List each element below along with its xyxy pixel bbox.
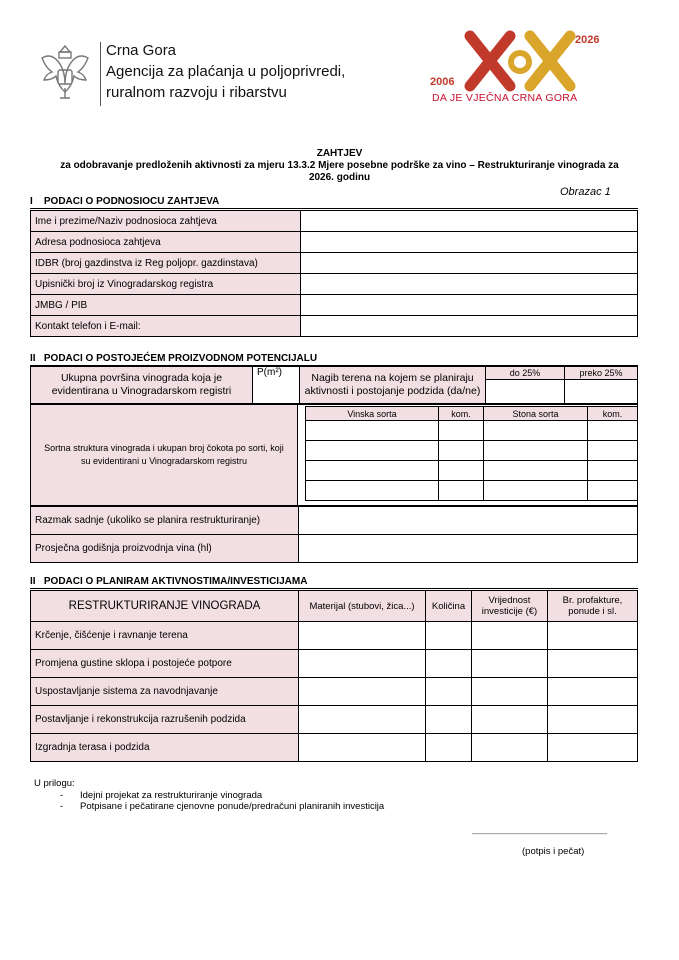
production-label: Prosječna godišnja proizvodnja vina (hl): [31, 535, 299, 563]
investment-cell[interactable]: [548, 622, 638, 650]
col-quantity: Količina: [426, 591, 472, 622]
spacing-production-table: [30, 506, 638, 563]
investment-cell[interactable]: [299, 650, 426, 678]
investment-cell[interactable]: [426, 650, 472, 678]
activity-label: Postavljanje i rekonstrukcija razrušenih podzida: [31, 706, 299, 734]
area-unit-text: P(m²): [257, 367, 282, 378]
applicant-address-field[interactable]: [301, 232, 638, 253]
idbr-field[interactable]: [301, 253, 638, 274]
variety-cell[interactable]: [439, 441, 484, 461]
variety-cell[interactable]: [484, 421, 588, 441]
section-3-heading: II PODACI O PLANIRAM AKTIVNOSTIMA/INVESTICIJAMA: [30, 576, 308, 587]
investment-cell[interactable]: [299, 706, 426, 734]
variety-cell[interactable]: [306, 441, 439, 461]
investment-cell[interactable]: [426, 734, 472, 762]
section-1-rule: [30, 208, 638, 209]
production-field[interactable]: [299, 535, 638, 563]
variety-structure-label-cell: [30, 404, 298, 506]
investment-table: [30, 590, 638, 762]
investment-cell[interactable]: [299, 622, 426, 650]
form-title: ZAHTJEV: [316, 148, 363, 159]
header-divider: [100, 42, 101, 106]
section-1-heading: I PODACI O PODNOSIOCU ZAHTJEVA: [30, 196, 220, 207]
variety-table: [305, 406, 638, 501]
variety-cell[interactable]: [306, 461, 439, 481]
signature-line[interactable]: ___________________________: [472, 824, 608, 834]
jmbg-pib-field[interactable]: [301, 295, 638, 316]
investment-cell[interactable]: [472, 678, 548, 706]
investment-cell[interactable]: [299, 734, 426, 762]
activity-label: Uspostavljanje sistema za navodnjavanje: [31, 678, 299, 706]
year-left: 2006: [430, 76, 455, 88]
coat-of-arms-icon: [34, 40, 96, 106]
slope-opt-1-field[interactable]: [486, 380, 565, 404]
spacing-label: Razmak sadnje (ukoliko se planira restrukturiranje): [31, 507, 299, 535]
org-line-3: ruralnom razvoju i ribarstvu: [106, 84, 287, 101]
slope-opt-2: preko 25%: [565, 367, 638, 380]
motto: DA JE VJEČNA CRNA GORA: [432, 92, 578, 104]
variety-cell[interactable]: [306, 421, 439, 441]
col-table-variety: Stona sorta: [484, 407, 588, 421]
investment-cell[interactable]: [426, 706, 472, 734]
variety-cell[interactable]: [588, 441, 638, 461]
variety-cell[interactable]: [484, 481, 588, 501]
investment-cell[interactable]: [472, 650, 548, 678]
col-table-kom: kom.: [588, 407, 638, 421]
jmbg-pib-label: JMBG / PIB: [31, 295, 301, 316]
applicant-address-label: Adresa podnosioca zahtjeva: [31, 232, 301, 253]
applicant-table: [30, 210, 638, 337]
investment-cell[interactable]: [548, 734, 638, 762]
slope-opt-2-field[interactable]: [565, 380, 638, 404]
col-material: Materijal (stubovi, žica...): [299, 591, 426, 622]
attachment-dash-1: -: [60, 790, 64, 801]
org-line-2: Agencija za plaćanja u poljoprivredi,: [106, 63, 346, 80]
slope-opt-1: do 25%: [486, 367, 565, 380]
activity-label: Izgradnja terasa i podzida: [31, 734, 299, 762]
investment-cell[interactable]: [426, 678, 472, 706]
variety-structure-label: Sortna struktura vinograda i ukupan broj čokota po sorti, koji su evidentirani u Vinogradarskom registru: [44, 443, 284, 466]
organization-name: [106, 40, 345, 103]
variety-cell[interactable]: [439, 481, 484, 501]
variety-cell[interactable]: [588, 461, 638, 481]
section-3-rule: [30, 588, 638, 589]
spacing-field[interactable]: [299, 507, 638, 535]
contact-field[interactable]: [301, 316, 638, 337]
contact-label: Kontakt telefon i E-mail:: [31, 316, 301, 337]
attachment-item-2: Potpisane i pečatirane cjenovne ponude/predračuni planiranih investicija: [80, 801, 385, 812]
investment-cell[interactable]: [472, 706, 548, 734]
col-value: Vrijednost investicije (€): [472, 591, 548, 622]
investment-cell[interactable]: [426, 622, 472, 650]
year-right: 2026: [575, 34, 600, 46]
variety-cell[interactable]: [588, 421, 638, 441]
signature-label: (potpis i pečat): [522, 846, 585, 857]
investment-cell[interactable]: [548, 650, 638, 678]
anniversary-logo: [430, 26, 610, 110]
form-subtitle-line-2: 2026. godinu: [308, 172, 371, 183]
activity-label: Krčenje, čišćenje i ravnanje terena: [31, 622, 299, 650]
registry-number-field[interactable]: [301, 274, 638, 295]
variety-cell[interactable]: [484, 461, 588, 481]
variety-cell[interactable]: [306, 481, 439, 501]
col-offer: Br. profakture, ponude i sl.: [548, 591, 638, 622]
variety-cell[interactable]: [439, 421, 484, 441]
applicant-name-field[interactable]: [301, 211, 638, 232]
attachments-label: U prilogu:: [34, 778, 75, 789]
attachment-dash-2: -: [60, 801, 64, 812]
idbr-label: IDBR (broj gazdinstva iz Reg poljopr. gazdinstava): [31, 253, 301, 274]
investment-cell[interactable]: [472, 734, 548, 762]
slope-label: Nagib terena na kojem se planiraju aktivnosti i postojanje podzida (da/ne): [300, 367, 486, 404]
section-2-heading: II PODACI O POSTOJEĆEM PROIZVODNOM POTENCIJALU: [30, 353, 318, 364]
col-wine-variety: Vinska sorta: [306, 407, 439, 421]
applicant-name-label: Ime i prezime/Naziv podnosioca zahtjeva: [31, 211, 301, 232]
form-subtitle-line-1: za odobravanje predloženih aktivnosti za mjeru 13.3.2 Mjere posebne podrške za vino – Restrukturiranje vinograda za: [60, 160, 619, 171]
col-wine-kom: kom.: [439, 407, 484, 421]
variety-cell[interactable]: [484, 441, 588, 461]
registry-number-label: Upisnički broj iz Vinogradarskog registra: [31, 274, 301, 295]
col-restructuring: RESTRUKTURIRANJE VINOGRADA: [31, 591, 299, 622]
attachment-item-1: Idejni projekat za restrukturiranje vinograda: [80, 790, 263, 801]
investment-cell[interactable]: [472, 622, 548, 650]
activity-label: Promjena gustine sklopa i postojeće potpore: [31, 650, 299, 678]
form-number: Obrazac 1: [560, 186, 611, 198]
area-unit: [253, 367, 300, 404]
investment-cell[interactable]: [548, 706, 638, 734]
org-line-1: Crna Gora: [106, 42, 177, 59]
area-table: [30, 366, 638, 404]
variety-cell[interactable]: [588, 481, 638, 501]
investment-cell[interactable]: [299, 678, 426, 706]
area-label: Ukupna površina vinograda koja je evidentirana u Vinogradarskom registri: [31, 367, 253, 404]
investment-cell[interactable]: [548, 678, 638, 706]
variety-cell[interactable]: [439, 461, 484, 481]
